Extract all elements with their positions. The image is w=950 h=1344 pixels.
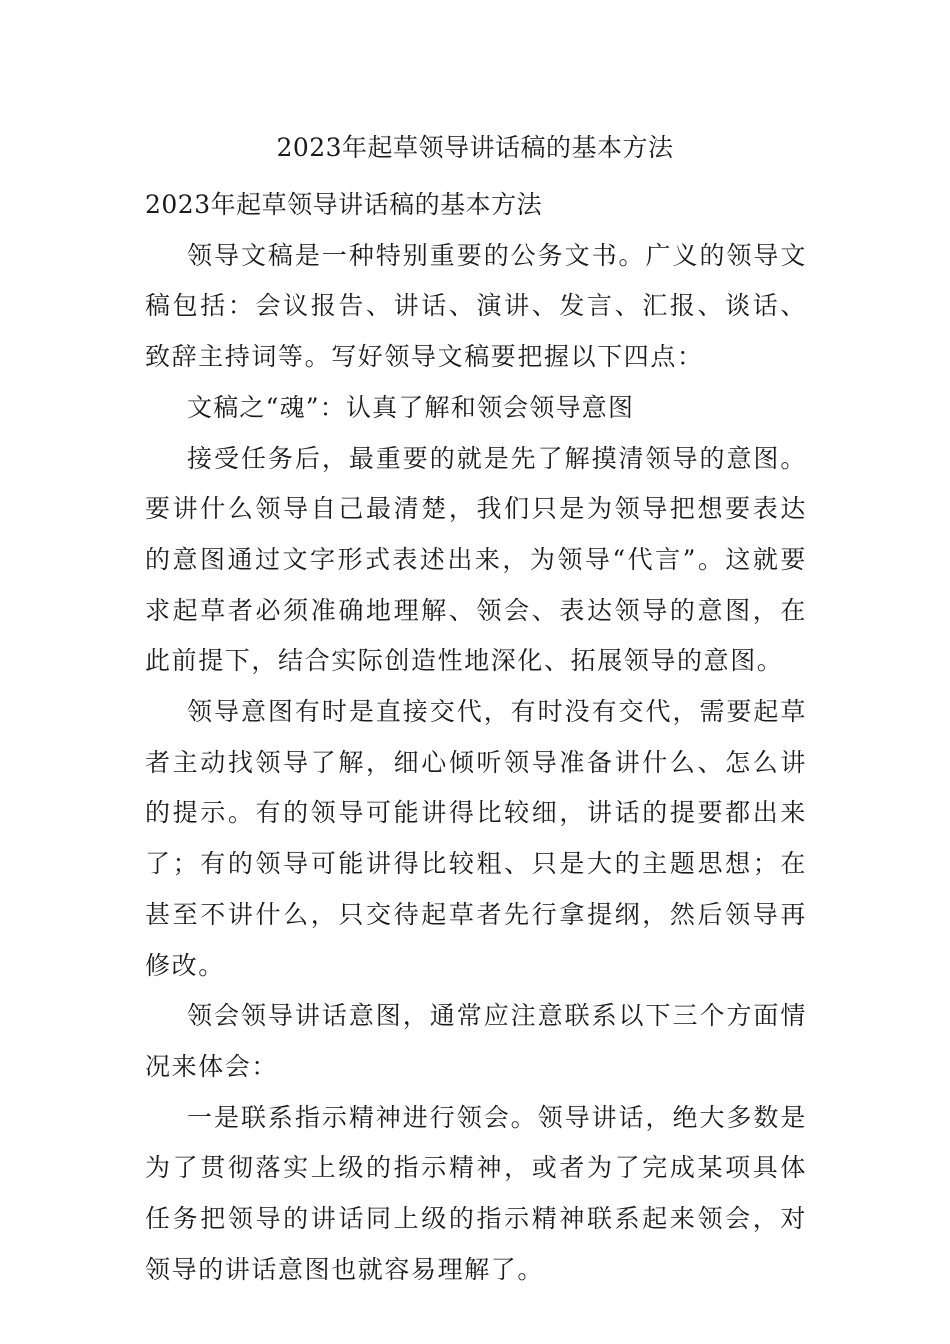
paragraph-understand-intent: 接受任务后，最重要的就是先了解摸清领导的意图。要讲什么领导自己最清楚，我们只是为领导把想要表达的意图通过文字形式表述出来，为领导“代言”。这就要求起草者必须准确地理解、领会、表达领导的意图，在此前提下，结合实际创造性地深化、拓展领导的意图。 [145, 443, 807, 676]
document-title: 2023年起草领导讲话稿的基本方法 [276, 133, 674, 162]
section-heading: 文稿之“魂”：认真了解和领会领导意图 [187, 392, 635, 422]
document-subtitle: 2023年起草领导讲话稿的基本方法 [145, 190, 543, 219]
document-body [145, 180, 807, 1295]
paragraph-three-aspects: 领会领导讲话意图，通常应注意联系以下三个方面情况来体会： [145, 1001, 807, 1081]
paragraph-intent-sources: 领导意图有时是直接交代，有时没有交代，需要起草者主动找领导了解，细心倾听领导准备讲什么、怎么讲的提示。有的领导可能讲得比较细，讲话的提要都出来了；有的领导可能讲得比较粗、只是大的主题思想；在甚至不讲什么，只交待起草者先行拿提纲，然后领导再修改。 [145, 697, 807, 980]
paragraph-intro: 领导文稿是一种特别重要的公务文书。广义的领导文稿包括：会议报告、讲话、演讲、发言、汇报、谈话、致辞主持词等。写好领导文稿要把握以下四点： [145, 240, 807, 372]
paragraph-first-aspect: 一是联系指示精神进行领会。领导讲话，绝大多数是为了贯彻落实上级的指示精神，或者为了完成某项具体任务把领导的讲话同上级的指示精神联系起来领会，对领导的讲话意图也就容易理解了。 [145, 1102, 807, 1284]
